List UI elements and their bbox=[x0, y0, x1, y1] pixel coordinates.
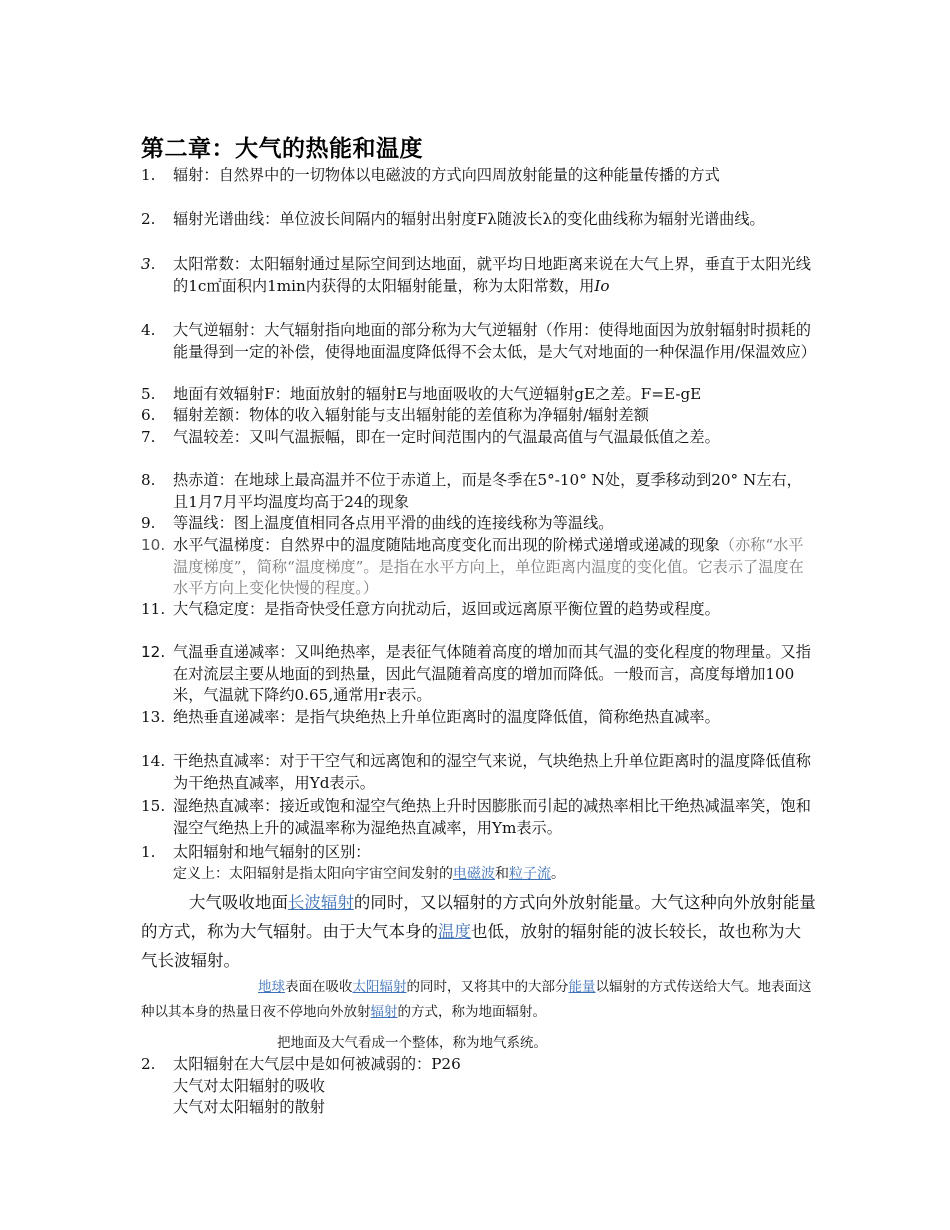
item-text: 辐射：自然界中的一切物体以电磁波的方式向四周放射能量的这种能量传播的方式 bbox=[173, 166, 720, 184]
item-number: 2. bbox=[141, 1055, 156, 1073]
list-item bbox=[141, 165, 816, 187]
link-particle-flow[interactable]: 粒子流 bbox=[509, 865, 551, 882]
item-text: 大气逆辐射：大气辐射指向地面的部分称为大气逆辐射（作用：使得地面因为放射辐射时损耗的能量得到一定的补偿，使得地面温度降低得不会太低，是大气对地面的一种保温作用/保温效应） bbox=[173, 321, 816, 361]
item-number: 1. bbox=[141, 166, 156, 184]
item-number: 10. bbox=[141, 536, 166, 554]
definition-line: 定义上：太阳辐射是指太阳向宇宙空间发射的电磁波和粒子流。 bbox=[173, 865, 565, 882]
item-text: 辐射差额：物体的收入辐射能与支出辐射能的差值称为净辐射/辐射差额 bbox=[173, 406, 649, 424]
item-number: 12. bbox=[141, 643, 166, 661]
list-item bbox=[141, 599, 816, 621]
list-item bbox=[141, 384, 816, 406]
question-item bbox=[141, 1054, 816, 1119]
symbol-io: Io bbox=[594, 276, 610, 295]
list-item bbox=[141, 209, 816, 231]
list-item bbox=[141, 751, 816, 794]
item-number: 13. bbox=[141, 708, 166, 726]
chapter-title: 第二章：大气的热能和温度 bbox=[141, 136, 423, 162]
answer-line: 大气对太阳辐射的吸收 bbox=[173, 1076, 325, 1095]
item-number: 15. bbox=[141, 797, 166, 815]
link-earth[interactable]: 地球 bbox=[258, 979, 285, 995]
list-item bbox=[141, 254, 816, 297]
link-solar-radiation[interactable]: 太阳辐射 bbox=[352, 979, 407, 995]
item-number: 7. bbox=[141, 428, 156, 446]
list-item bbox=[141, 405, 816, 427]
question-heading: 太阳辐射和地气辐射的区别： bbox=[173, 843, 371, 861]
item-text: 水平气温梯度：自然界中的温度随陆地高度变化而出现的阶梯式递增或递减的现象（亦称“水平温度梯度”，简称“温度梯度”。是指在水平方向上，单位距离内温度的变化值。它表示了温度在水平方向上变化快慢的程度。） bbox=[173, 536, 804, 597]
item-text: 大气稳定度：是指奇快受任意方向扰动后，返回或远离原平衡位置的趋势或程度。 bbox=[173, 600, 720, 618]
list-item bbox=[141, 707, 816, 729]
item-number: 8. bbox=[141, 471, 156, 489]
earth-atmosphere-system-line: 把地面及大气看成一个整体，称为地气系统。 bbox=[277, 1035, 547, 1051]
item-text: 等温线：图上温度值相同各点用平滑的曲线的连接线称为等温线。 bbox=[173, 514, 614, 532]
item-number: 3. bbox=[141, 255, 156, 273]
item-number: 4. bbox=[141, 321, 156, 339]
item-number: 14. bbox=[141, 752, 166, 770]
item-text: 太阳常数：太阳辐射通过星际空间到达地面，就平均日地距离来说在大气上界，垂直于太阳光线的1c㎡面积内1min内获得的太阳辐射能量，称为太阳常数，用Io bbox=[173, 255, 811, 295]
item-text: 热赤道：在地球上最高温并不位于赤道上，而是冬季在5°-10° N处，夏季移动到20° N左右，且1月7月平均温度均高于24的现象 bbox=[173, 471, 802, 511]
item-note: （亦称“水平温度梯度”，简称“温度梯度”。是指在水平方向上，单位距离内温度的变化值。它表示了温度在水平方向上变化快慢的程度。） bbox=[173, 536, 804, 597]
item-number: 5. bbox=[141, 385, 156, 403]
link-electromagnetic-wave[interactable]: 电磁波 bbox=[453, 865, 495, 882]
item-number: 11. bbox=[141, 600, 166, 618]
item-text: 辐射光谱曲线：单位波长间隔内的辐射出射度Fλ随波长λ的变化曲线称为辐射光谱曲线。 bbox=[173, 210, 765, 228]
item-text: 干绝热直减率：对于干空气和远离饱和的湿空气来说，气块绝热上升单位距离时的温度降低值称为干绝热直减率，用Yd表示。 bbox=[173, 752, 811, 792]
question-heading: 太阳辐射在大气层中是如何被减弱的：P26 bbox=[173, 1055, 461, 1073]
item-text: 绝热垂直递减率：是指气块绝热上升单位距离时的温度降低值，简称绝热直减率。 bbox=[173, 708, 720, 726]
question-item bbox=[141, 842, 816, 885]
item-text: 气温较差：又叫气温振幅，即在一定时间范围内的气温最高值与气温最低值之差。 bbox=[173, 428, 720, 446]
item-number: 6. bbox=[141, 406, 156, 424]
item-text: 气温垂直递减率：又叫绝热率，是表征气体随着高度的增加而其气温的变化程度的物理量。又指在对流层主要从地面的到热量，因此气温随着高度的增加而降低。一般而言，高度每增加100米，气温就下降约0.65,通常用r表示。 bbox=[173, 643, 811, 704]
link-temperature[interactable]: 温度 bbox=[438, 922, 471, 941]
atmospheric-radiation-paragraph: 大气吸收地面长波辐射的同时，又以辐射的方式向外放射能量。大气这种向外放射能量的方式，称为大气辐射。由于大气本身的温度也低，放射的辐射能的波长较长，故也称为大 气长波辐射。 bbox=[141, 893, 816, 970]
list-item bbox=[141, 796, 816, 839]
link-radiation[interactable]: 辐射 bbox=[370, 1004, 398, 1020]
list-item bbox=[141, 642, 816, 707]
item-number: 1. bbox=[141, 843, 156, 861]
list-item bbox=[141, 320, 816, 363]
ground-radiation-paragraph: 地球表面在吸收太阳辐射的同时，又将其中的大部分能量以辐射的方式传送给大气。地表面这种以其本身的热量日夜不停地向外放射辐射的方式，称为地面辐射。 bbox=[141, 979, 812, 1020]
item-number: 2. bbox=[141, 210, 156, 228]
item-text: 地面有效辐射F：地面放射的辐射E与地面吸收的大气逆辐射gE之差。F=E-gE bbox=[173, 385, 702, 403]
list-item bbox=[141, 513, 816, 535]
list-item bbox=[141, 535, 816, 600]
answer-line: 大气对太阳辐射的散射 bbox=[173, 1098, 325, 1116]
item-text: 湿绝热直减率：接近或饱和湿空气绝热上升时因膨胀而引起的减热率相比干绝热减温率笑，饱和湿空气绝热上升的减温率称为湿绝热直减率，用Ym表示。 bbox=[173, 797, 811, 837]
link-longwave-radiation[interactable]: 长波辐射 bbox=[287, 893, 354, 912]
link-energy[interactable]: 能量 bbox=[568, 979, 596, 995]
list-item bbox=[141, 470, 816, 513]
list-item bbox=[141, 427, 816, 449]
item-number: 9. bbox=[141, 514, 156, 532]
